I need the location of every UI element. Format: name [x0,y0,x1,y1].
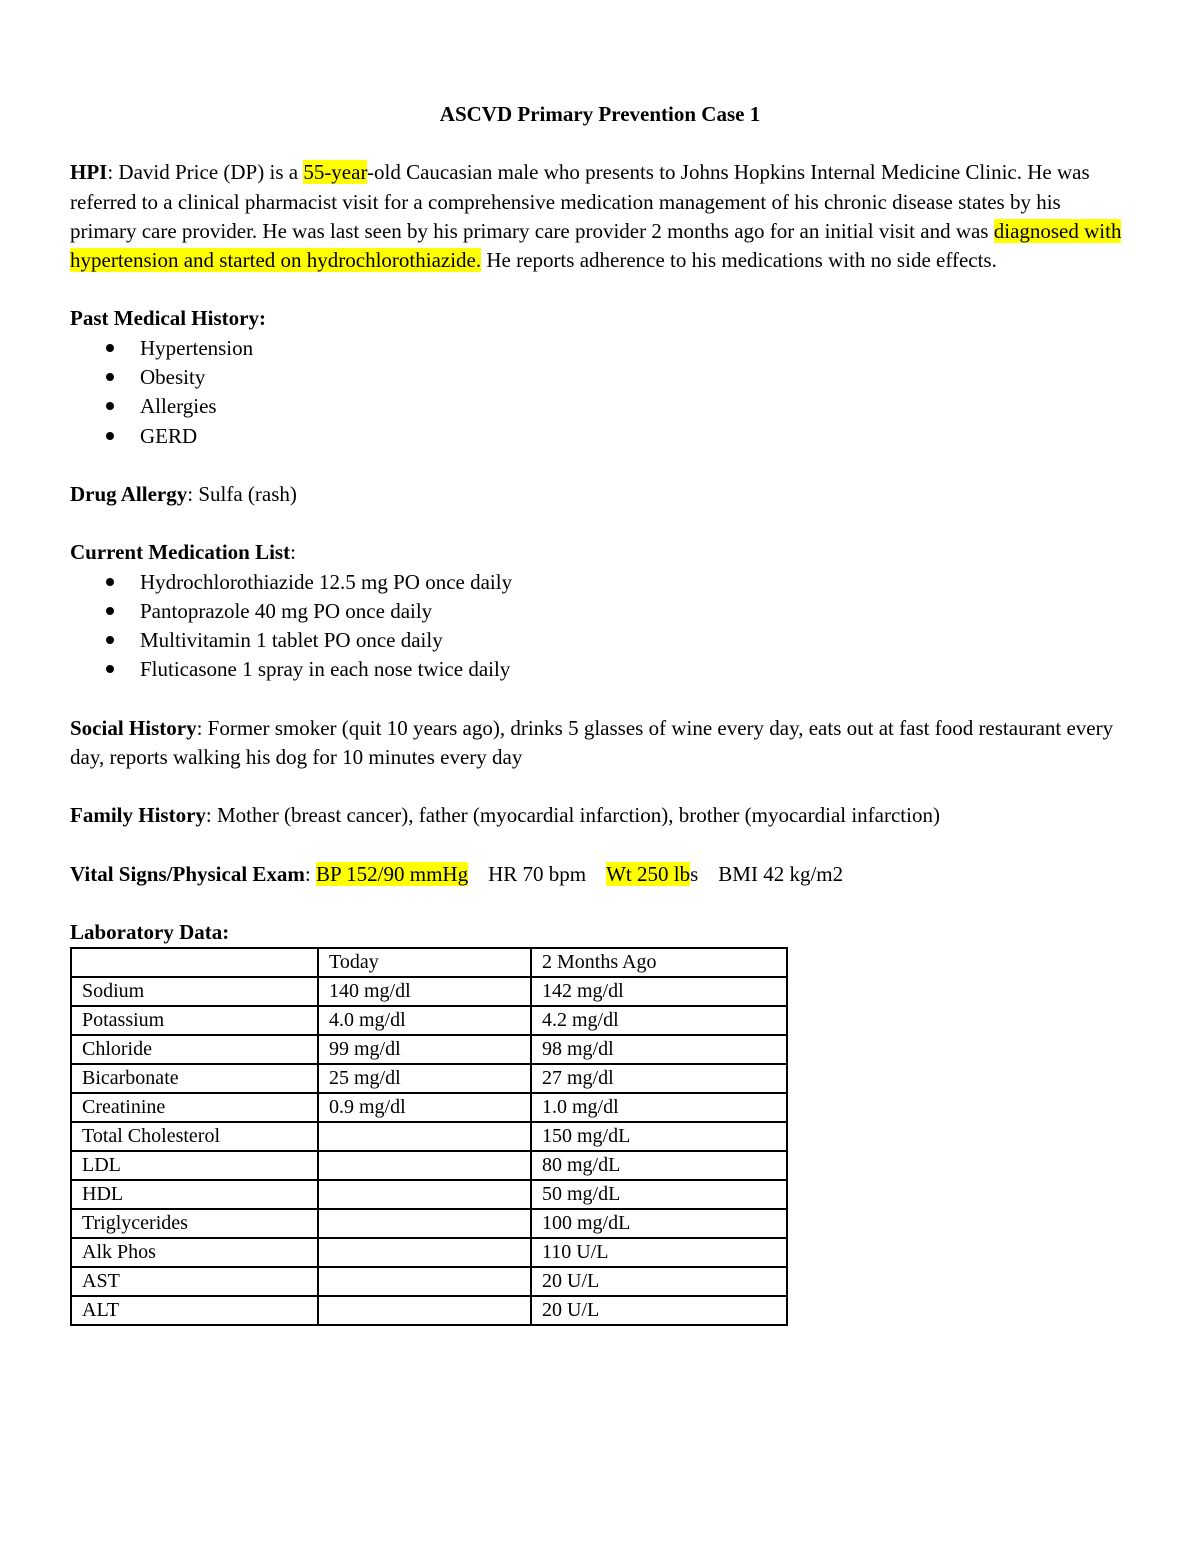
document-title: ASCVD Primary Prevention Case 1 [439,102,761,126]
lab-data-heading [70,918,1130,947]
medication-item: Hydrochlorothiazide 12.5 mg PO once daily [70,568,1130,597]
table-cell: Sodium [71,977,318,1006]
pmh-item: Obesity [70,363,1130,392]
table-cell: Potassium [71,1006,318,1035]
medication-item: Fluticasone 1 spray in each nose twice daily [70,655,1130,684]
hpi-label: HPI [70,160,108,185]
drug-allergy-value: : Sulfa (rash) [187,481,297,506]
vital-signs-line [70,860,1130,889]
table-cell [318,1296,531,1325]
table-row [71,977,787,1006]
table-header-cell: 2 Months Ago [531,948,787,977]
table-cell: 150 mg/dL [531,1122,787,1151]
table-cell: AST [71,1267,318,1296]
social-history-value: : Former smoker (quit 10 years ago), drinks 5 glasses of wine every day, eats out at fast food restaurant every day, reports walking his dog for 10 minutes every day [70,715,1114,770]
table-row [71,1151,787,1180]
lab-data-label: Laboratory Data: [70,919,230,944]
table-cell: 25 mg/dl [318,1064,531,1093]
table-cell: 4.2 mg/dl [531,1006,787,1035]
table-row [71,1267,787,1296]
table-cell: 100 mg/dL [531,1209,787,1238]
table-cell [318,1122,531,1151]
table-cell [318,1209,531,1238]
table-cell: LDL [71,1151,318,1180]
table-cell: Chloride [71,1035,318,1064]
lab-data-table [70,947,788,1326]
table-row [71,1238,787,1267]
table-row [71,1296,787,1325]
hpi-text-3: He reports adherence to his medications with no side effects. [481,248,997,273]
bmi: BMI 42 kg/m2 [718,861,844,886]
table-row [71,1035,787,1064]
vital-signs-label: Vital Signs/Physical Exam [70,861,305,886]
weight-group [606,860,698,889]
hpi-text-1: : David Price (DP) is a [107,160,304,185]
table-cell [318,1267,531,1296]
table-cell: 0.9 mg/dl [318,1093,531,1122]
table-cell: Triglycerides [71,1209,318,1238]
table-row [71,1209,787,1238]
table-cell: Creatinine [71,1093,318,1122]
table-header-cell: Today [318,948,531,977]
medication-list [70,568,1130,685]
pmh-item: Allergies [70,392,1130,421]
vital-signs-colon: : [304,861,317,886]
table-row [71,1064,787,1093]
table-cell: Bicarbonate [71,1064,318,1093]
social-history-label: Social History [70,715,197,740]
table-cell: 27 mg/dl [531,1064,787,1093]
table-cell: 4.0 mg/dl [318,1006,531,1035]
pmh-label: Past Medical History: [70,306,266,331]
table-cell: HDL [71,1180,318,1209]
table-cell: 20 U/L [531,1267,787,1296]
medication-item: Multivitamin 1 tablet PO once daily [70,626,1130,655]
table-row [71,1180,787,1209]
table-cell: 99 mg/dl [318,1035,531,1064]
age-highlight: 55-year [303,160,368,185]
table-cell: 1.0 mg/dl [531,1093,787,1122]
table-cell: 50 mg/dL [531,1180,787,1209]
table-cell: 20 U/L [531,1296,787,1325]
pmh-item: GERD [70,422,1130,451]
pmh-heading [70,304,1130,333]
table-header-row [71,948,787,977]
social-history-line [70,714,1130,773]
pmh-list [70,334,1130,451]
weight-highlight: Wt 250 lb [606,861,691,886]
table-cell [318,1151,531,1180]
table-header-cell [71,948,318,977]
table-cell: 142 mg/dl [531,977,787,1006]
table-cell [318,1238,531,1267]
table-cell: Total Cholesterol [71,1122,318,1151]
heart-rate: HR 70 bpm [488,861,587,886]
diagnosis-highlight: diagnosed with hypertension and started on hydrochlorothiazide. [70,218,1122,273]
bp-highlight: BP 152/90 mmHg [316,861,469,886]
table-cell: 140 mg/dl [318,977,531,1006]
drug-allergy-label: Drug Allergy [70,481,188,506]
table-row [71,1122,787,1151]
weight-suffix: s [690,861,699,886]
medication-heading [70,538,1130,567]
table-cell: ALT [71,1296,318,1325]
family-history-line [70,801,1130,830]
table-row [71,1006,787,1035]
document-body [70,100,1130,1326]
family-history-value: : Mother (breast cancer), father (myocardial infarction), brother (myocardial infarction) [205,803,940,828]
table-cell: 80 mg/dL [531,1151,787,1180]
hpi-text-2: -old Caucasian male who presents to Johns Hopkins Internal Medicine Clinic. He was referred to a clinical pharmacist visit for a comprehensive medication management of his chronic disease states by his primary care provider. He was last seen by his primary care provider 2 months ago for an initial visit and was [70,160,1090,243]
hpi-paragraph [70,158,1130,275]
table-cell [318,1180,531,1209]
medication-colon: : [290,540,296,565]
table-cell: Alk Phos [71,1238,318,1267]
medication-item: Pantoprazole 40 mg PO once daily [70,597,1130,626]
drug-allergy-line [70,480,1130,509]
medication-label: Current Medication List [70,540,291,565]
pmh-item: Hypertension [70,334,1130,363]
family-history-label: Family History [70,803,206,828]
table-cell: 110 U/L [531,1238,787,1267]
table-row [71,1093,787,1122]
table-cell: 98 mg/dl [531,1035,787,1064]
